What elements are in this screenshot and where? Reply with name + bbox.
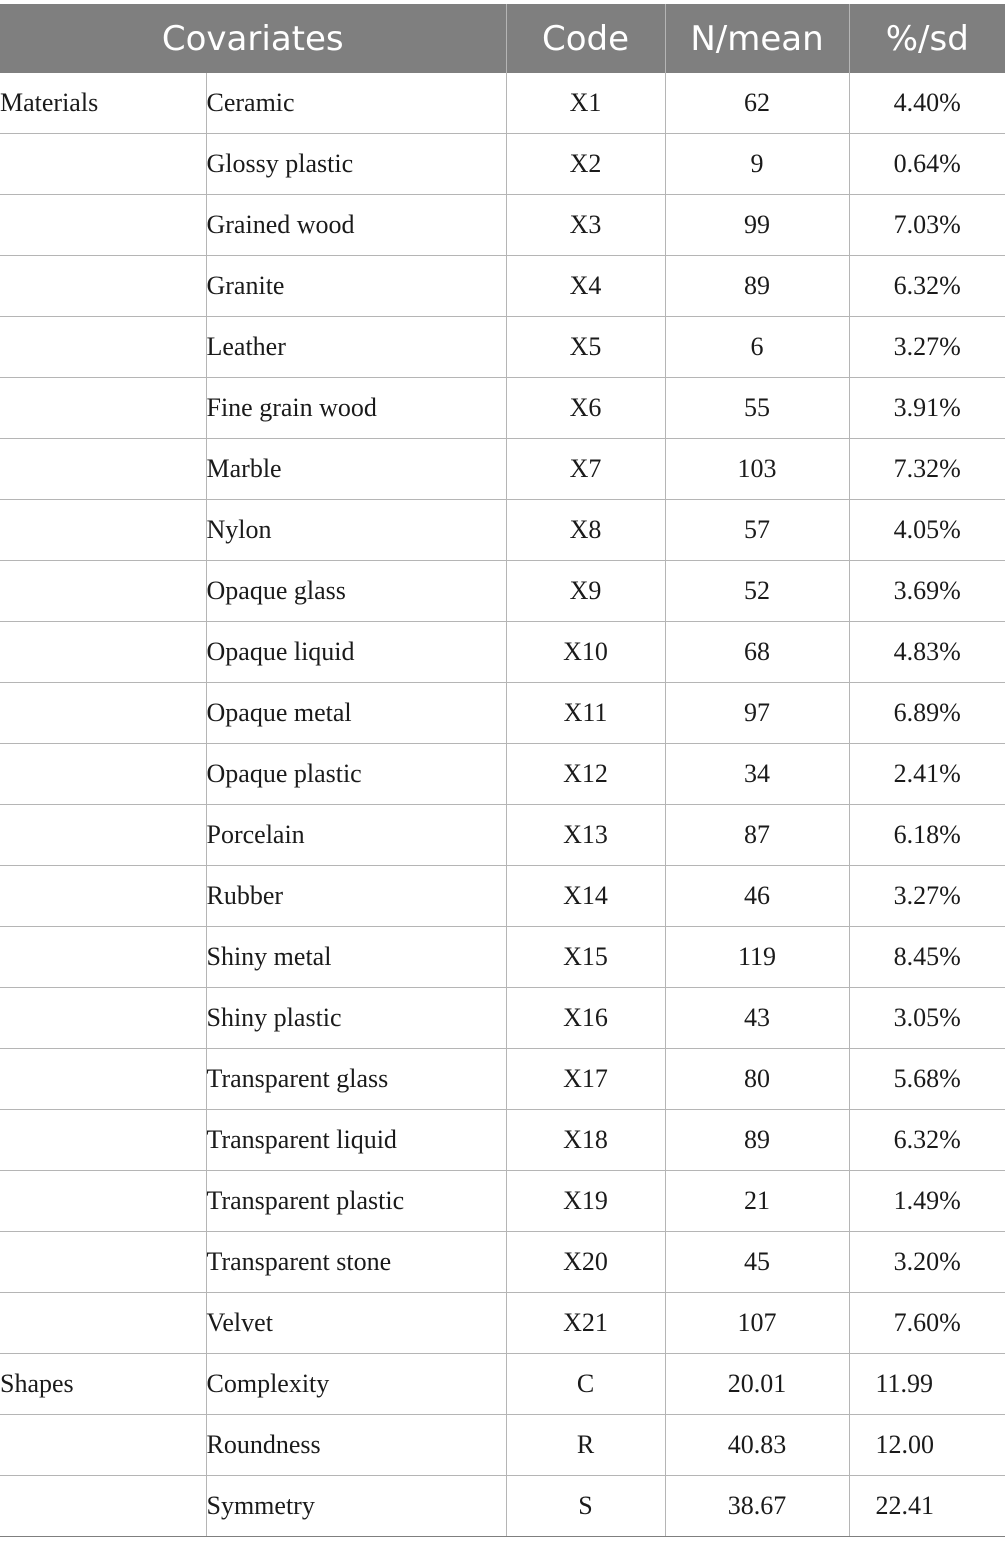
row-group-label bbox=[0, 683, 206, 744]
row-item-name: Transparent glass bbox=[206, 1049, 506, 1110]
table-row bbox=[0, 683, 1005, 744]
table-row bbox=[0, 1049, 1005, 1110]
row-pct-sd: 12.00 bbox=[849, 1415, 1005, 1476]
row-code: X2 bbox=[506, 134, 665, 195]
row-pct-sd: 3.91% bbox=[849, 378, 1005, 439]
row-item-name: Fine grain wood bbox=[206, 378, 506, 439]
row-pct-sd: 7.03% bbox=[849, 195, 1005, 256]
row-item-name: Ceramic bbox=[206, 73, 506, 134]
row-item-name: Grained wood bbox=[206, 195, 506, 256]
row-n-mean: 57 bbox=[665, 500, 849, 561]
row-n-mean: 40.83 bbox=[665, 1415, 849, 1476]
row-n-mean: 38.67 bbox=[665, 1476, 849, 1537]
row-group-label bbox=[0, 134, 206, 195]
row-pct-sd: 7.32% bbox=[849, 439, 1005, 500]
row-pct-sd: 6.32% bbox=[849, 1110, 1005, 1171]
row-pct-sd: 11.99 bbox=[849, 1354, 1005, 1415]
row-group-label bbox=[0, 1476, 206, 1537]
row-n-mean: 9 bbox=[665, 134, 849, 195]
row-item-name: Nylon bbox=[206, 500, 506, 561]
row-item-name: Transparent stone bbox=[206, 1232, 506, 1293]
row-item-name: Opaque liquid bbox=[206, 622, 506, 683]
row-pct-sd: 4.40% bbox=[849, 73, 1005, 134]
row-code: X18 bbox=[506, 1110, 665, 1171]
header-pct-sd: %/sd bbox=[849, 5, 1005, 74]
row-group-label bbox=[0, 1049, 206, 1110]
row-n-mean: 119 bbox=[665, 927, 849, 988]
row-group-label bbox=[0, 1232, 206, 1293]
row-item-name: Leather bbox=[206, 317, 506, 378]
table-row bbox=[0, 378, 1005, 439]
row-code: X8 bbox=[506, 500, 665, 561]
row-n-mean: 107 bbox=[665, 1293, 849, 1354]
row-code: X17 bbox=[506, 1049, 665, 1110]
table-row bbox=[0, 1476, 1005, 1537]
row-item-name: Velvet bbox=[206, 1293, 506, 1354]
row-pct-sd: 3.69% bbox=[849, 561, 1005, 622]
row-code: X21 bbox=[506, 1293, 665, 1354]
row-group-label bbox=[0, 805, 206, 866]
row-code: X19 bbox=[506, 1171, 665, 1232]
row-item-name: Transparent plastic bbox=[206, 1171, 506, 1232]
row-code: X1 bbox=[506, 73, 665, 134]
row-pct-sd: 6.89% bbox=[849, 683, 1005, 744]
table-body bbox=[0, 73, 1005, 1537]
row-code: X9 bbox=[506, 561, 665, 622]
header-covariates: Covariates bbox=[0, 5, 506, 74]
row-group-label bbox=[0, 1415, 206, 1476]
row-item-name: Glossy plastic bbox=[206, 134, 506, 195]
row-code: X10 bbox=[506, 622, 665, 683]
row-code: X13 bbox=[506, 805, 665, 866]
row-n-mean: 34 bbox=[665, 744, 849, 805]
row-n-mean: 52 bbox=[665, 561, 849, 622]
row-item-name: Roundness bbox=[206, 1415, 506, 1476]
row-item-name: Shiny plastic bbox=[206, 988, 506, 1049]
row-code: X3 bbox=[506, 195, 665, 256]
row-group-label bbox=[0, 988, 206, 1049]
row-n-mean: 87 bbox=[665, 805, 849, 866]
row-code: R bbox=[506, 1415, 665, 1476]
row-code: X20 bbox=[506, 1232, 665, 1293]
row-group-label bbox=[0, 500, 206, 561]
row-code: S bbox=[506, 1476, 665, 1537]
row-group-label bbox=[0, 256, 206, 317]
table-row bbox=[0, 805, 1005, 866]
row-pct-sd: 0.64% bbox=[849, 134, 1005, 195]
row-group-label bbox=[0, 866, 206, 927]
row-item-name: Opaque metal bbox=[206, 683, 506, 744]
row-pct-sd: 8.45% bbox=[849, 927, 1005, 988]
row-code: X7 bbox=[506, 439, 665, 500]
table-row bbox=[0, 1110, 1005, 1171]
row-item-name: Shiny metal bbox=[206, 927, 506, 988]
table-row bbox=[0, 866, 1005, 927]
row-item-name: Marble bbox=[206, 439, 506, 500]
row-n-mean: 6 bbox=[665, 317, 849, 378]
covariates-table bbox=[0, 4, 1005, 1537]
row-n-mean: 103 bbox=[665, 439, 849, 500]
row-item-name: Granite bbox=[206, 256, 506, 317]
row-pct-sd: 3.27% bbox=[849, 317, 1005, 378]
row-code: X6 bbox=[506, 378, 665, 439]
table-row bbox=[0, 256, 1005, 317]
row-group-label bbox=[0, 378, 206, 439]
row-pct-sd: 3.20% bbox=[849, 1232, 1005, 1293]
row-group-label: Materials bbox=[0, 73, 206, 134]
row-group-label bbox=[0, 317, 206, 378]
row-item-name: Complexity bbox=[206, 1354, 506, 1415]
row-pct-sd: 2.41% bbox=[849, 744, 1005, 805]
row-group-label bbox=[0, 1110, 206, 1171]
row-code: X11 bbox=[506, 683, 665, 744]
row-code: X12 bbox=[506, 744, 665, 805]
row-code: X4 bbox=[506, 256, 665, 317]
table-row bbox=[0, 622, 1005, 683]
row-n-mean: 68 bbox=[665, 622, 849, 683]
row-pct-sd: 3.27% bbox=[849, 866, 1005, 927]
row-code: X5 bbox=[506, 317, 665, 378]
row-n-mean: 99 bbox=[665, 195, 849, 256]
row-pct-sd: 5.68% bbox=[849, 1049, 1005, 1110]
table-row bbox=[0, 317, 1005, 378]
row-group-label: Shapes bbox=[0, 1354, 206, 1415]
row-n-mean: 46 bbox=[665, 866, 849, 927]
row-n-mean: 55 bbox=[665, 378, 849, 439]
row-group-label bbox=[0, 195, 206, 256]
row-item-name: Opaque glass bbox=[206, 561, 506, 622]
row-pct-sd: 22.41 bbox=[849, 1476, 1005, 1537]
row-code: X14 bbox=[506, 866, 665, 927]
row-pct-sd: 3.05% bbox=[849, 988, 1005, 1049]
row-n-mean: 43 bbox=[665, 988, 849, 1049]
table-row bbox=[0, 439, 1005, 500]
row-group-label bbox=[0, 1293, 206, 1354]
row-pct-sd: 4.05% bbox=[849, 500, 1005, 561]
row-code: X15 bbox=[506, 927, 665, 988]
row-pct-sd: 4.83% bbox=[849, 622, 1005, 683]
table-row bbox=[0, 1354, 1005, 1415]
header-row bbox=[0, 5, 1005, 74]
table-row bbox=[0, 1415, 1005, 1476]
row-group-label bbox=[0, 622, 206, 683]
row-code: X16 bbox=[506, 988, 665, 1049]
table-row bbox=[0, 1171, 1005, 1232]
row-group-label bbox=[0, 744, 206, 805]
row-n-mean: 89 bbox=[665, 256, 849, 317]
row-pct-sd: 7.60% bbox=[849, 1293, 1005, 1354]
table-row bbox=[0, 195, 1005, 256]
row-n-mean: 45 bbox=[665, 1232, 849, 1293]
row-n-mean: 62 bbox=[665, 73, 849, 134]
row-item-name: Porcelain bbox=[206, 805, 506, 866]
row-group-label bbox=[0, 439, 206, 500]
row-pct-sd: 1.49% bbox=[849, 1171, 1005, 1232]
row-n-mean: 80 bbox=[665, 1049, 849, 1110]
table-row bbox=[0, 500, 1005, 561]
row-pct-sd: 6.32% bbox=[849, 256, 1005, 317]
row-group-label bbox=[0, 1171, 206, 1232]
row-item-name: Transparent liquid bbox=[206, 1110, 506, 1171]
header-n-mean: N/mean bbox=[665, 5, 849, 74]
table-row bbox=[0, 744, 1005, 805]
table-row bbox=[0, 561, 1005, 622]
row-group-label bbox=[0, 561, 206, 622]
table-row bbox=[0, 988, 1005, 1049]
row-n-mean: 20.01 bbox=[665, 1354, 849, 1415]
row-n-mean: 21 bbox=[665, 1171, 849, 1232]
table-row bbox=[0, 1293, 1005, 1354]
row-n-mean: 89 bbox=[665, 1110, 849, 1171]
row-item-name: Rubber bbox=[206, 866, 506, 927]
table-row bbox=[0, 73, 1005, 134]
table-row bbox=[0, 134, 1005, 195]
table-row bbox=[0, 927, 1005, 988]
row-pct-sd: 6.18% bbox=[849, 805, 1005, 866]
row-group-label bbox=[0, 927, 206, 988]
row-n-mean: 97 bbox=[665, 683, 849, 744]
table-row bbox=[0, 1232, 1005, 1293]
row-item-name: Symmetry bbox=[206, 1476, 506, 1537]
row-item-name: Opaque plastic bbox=[206, 744, 506, 805]
row-code: C bbox=[506, 1354, 665, 1415]
header-code: Code bbox=[506, 5, 665, 74]
